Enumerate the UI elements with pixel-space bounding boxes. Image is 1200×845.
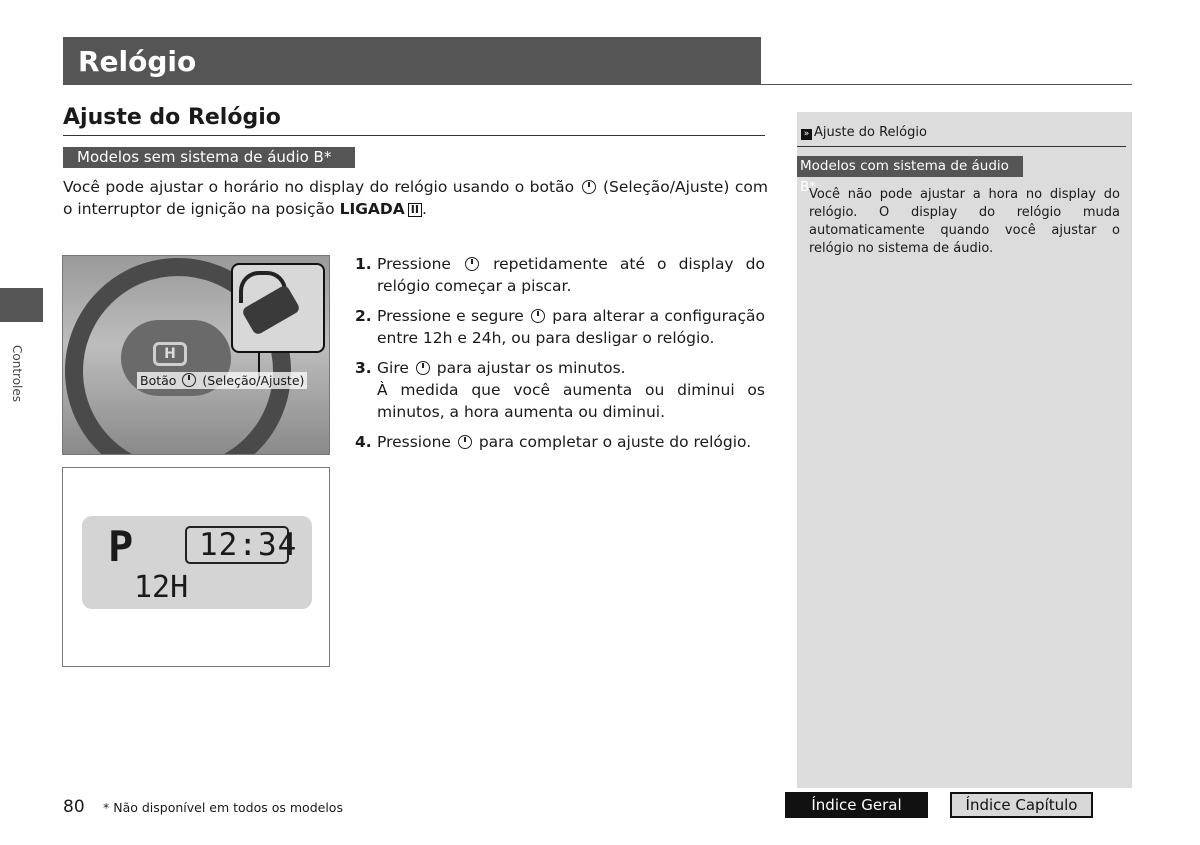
select-adjust-knob-icon: [465, 257, 479, 271]
chapter-side-tab: [0, 288, 43, 322]
step-text-pre: Pressione: [377, 255, 451, 273]
index-general-button[interactable]: Índice Geral: [785, 792, 928, 818]
select-adjust-knob-icon: [458, 435, 472, 449]
select-adjust-knob-icon: [531, 309, 545, 323]
sidebar-heading-text: Ajuste do Relógio: [814, 125, 927, 140]
button-label-suffix: (Seleção/Ajuste): [202, 373, 305, 388]
title-rule: [761, 84, 1132, 85]
intro-end: .: [421, 200, 427, 218]
select-adjust-knob-icon: [182, 373, 196, 387]
step-text-pre: Gire: [377, 359, 409, 377]
clock-display-illustration: [62, 467, 330, 667]
sidebar-heading: [801, 125, 927, 140]
step-text-extra: À medida que você aumenta ou diminui os minutos, a hora aumenta ou diminui.: [377, 381, 765, 421]
section-title: Ajuste do Relógio: [63, 105, 281, 130]
step-item: [355, 431, 765, 453]
step-text-post: para completar o ajuste do relógio.: [478, 433, 752, 451]
intro-paragraph: [63, 176, 768, 220]
page-title: Relógio: [78, 45, 197, 78]
button-label-prefix: Botão: [140, 373, 177, 388]
step-number: 3.: [355, 359, 372, 377]
brand-logo: H: [153, 342, 187, 366]
step-text-pre: Pressione: [377, 433, 451, 451]
select-adjust-knob-icon: [582, 180, 596, 194]
intro-text-1: Você pode ajustar o horário no display do relógio usando o botão: [63, 178, 575, 196]
double-chevron-icon: »: [801, 129, 812, 140]
button-label: [137, 372, 307, 389]
step-number: 2.: [355, 307, 372, 325]
step-number: 1.: [355, 255, 372, 273]
step-item: [355, 357, 765, 423]
sidebar-rule: [797, 146, 1126, 147]
clock-time: 12:34: [199, 527, 298, 563]
sidebar-model-tag: Modelos com sistema de áudio B*: [797, 156, 1023, 177]
section-rule: [63, 135, 765, 136]
index-chapter-button[interactable]: Índice Capítulo: [950, 792, 1093, 818]
select-adjust-knob-icon: [416, 361, 430, 375]
footnote: * Não disponível em todos os modelos: [103, 800, 343, 815]
page-number: 80: [63, 797, 85, 817]
lcd-display: [82, 516, 312, 609]
step-text-post: repetidamente até o display do relógio começar a piscar.: [377, 255, 765, 295]
step-text-pre: Pressione e segure: [377, 307, 524, 325]
intro-text-2: (Seleção/Ajuste) com o interruptor de ignição na posição: [63, 178, 768, 218]
button-callout: [231, 263, 325, 353]
intro-bold: LIGADA: [339, 200, 405, 218]
step-item: [355, 305, 765, 349]
steps-list: [355, 253, 765, 461]
clock-mode: 12H: [134, 570, 189, 605]
step-item: [355, 253, 765, 297]
steering-wheel-illustration: [62, 255, 330, 455]
chapter-side-label: Controles: [10, 345, 24, 403]
sidebar-text: Você não pode ajustar a hora no display do relógio. O display do relógio muda automaticamente quando você ajustar o relógio no sistema de áudio.: [809, 187, 1120, 256]
step-text-post: para alterar a configuração entre 12h e 24h, ou para desligar o relógio.: [377, 307, 765, 347]
model-tag: Modelos sem sistema de áudio B*: [63, 147, 355, 168]
step-text-post: para ajustar os minutos.: [436, 359, 626, 377]
gear-indicator: P: [108, 522, 134, 571]
ignition-position-key: II: [408, 203, 422, 217]
step-number: 4.: [355, 433, 372, 451]
